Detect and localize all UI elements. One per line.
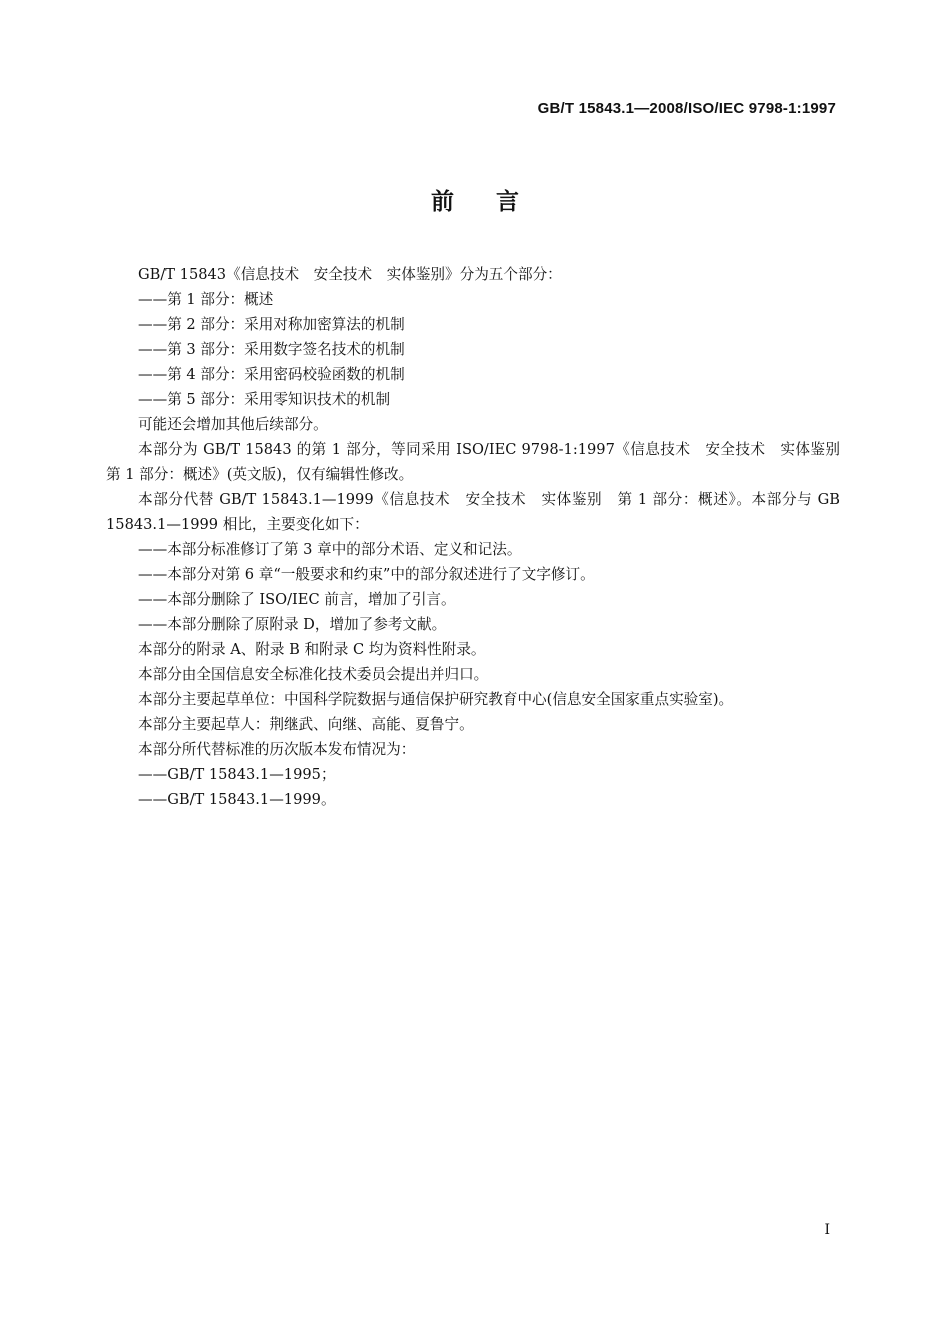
change-list-item: ——本部分对第 6 章“一般要求和约束”中的部分叙述进行了文字修订。: [138, 566, 595, 583]
proposed-by-paragraph: 本部分由全国信息安全标准化技术委员会提出并归口。: [138, 666, 489, 683]
intro-paragraph: GB/T 15843《信息技术 安全技术 实体鉴别》分为五个部分：: [138, 266, 562, 283]
page-title: 前言: [431, 189, 561, 215]
annexes-paragraph: 本部分的附录 A、附录 B 和附录 C 均为资料性附录。: [138, 641, 486, 658]
history-intro-paragraph: 本部分所代替标准的历次版本发布情况为：: [138, 741, 416, 758]
part-list-item: ——第 1 部分：概述: [138, 291, 274, 308]
standard-number-header: GB/T 15843.1—2008/ISO/IEC 9798-1:1997: [537, 100, 836, 117]
change-list-item: ——本部分标准修订了第 3 章中的部分术语、定义和记法。: [138, 541, 522, 558]
change-list-item: ——本部分删除了 ISO/IEC 前言，增加了引言。: [138, 591, 456, 608]
history-list-item: ——GB/T 15843.1—1995；: [138, 766, 336, 783]
drafters-paragraph: 本部分主要起草人：荆继武、向继、高能、夏鲁宁。: [138, 716, 474, 733]
replaces-paragraph: 本部分代替 GB/T 15843.1—1999《信息技术 安全技术 实体鉴别 第 1 部分：概述》。本部分与 GB 15843.1—1999 相比，主要变化如下：: [106, 491, 840, 533]
history-list-item: ——GB/T 15843.1—1999。: [138, 791, 336, 808]
more-parts-paragraph: 可能还会增加其他后续部分。: [138, 416, 328, 433]
drafting-unit-paragraph: 本部分主要起草单位：中国科学院数据与通信保护研究教育中心(信息安全国家重点实验室)。: [138, 691, 734, 708]
foreword-body: [106, 262, 855, 812]
part-list-item: ——第 5 部分：采用零知识技术的机制: [138, 391, 391, 408]
part-list-item: ——第 3 部分：采用数字签名技术的机制: [138, 341, 405, 358]
equivalence-paragraph: 本部分为 GB/T 15843 的第 1 部分，等同采用 ISO/IEC 9798-1:1997《信息技术 安全技术 实体鉴别 第 1 部分：概述》(英文版)，仅有编辑性修改。: [106, 441, 855, 483]
page-number: I: [824, 1222, 830, 1238]
change-list-item: ——本部分删除了原附录 D，增加了参考文献。: [138, 616, 447, 633]
part-list-item: ——第 4 部分：采用密码校验函数的机制: [138, 366, 405, 383]
part-list-item: ——第 2 部分：采用对称加密算法的机制: [138, 316, 405, 333]
